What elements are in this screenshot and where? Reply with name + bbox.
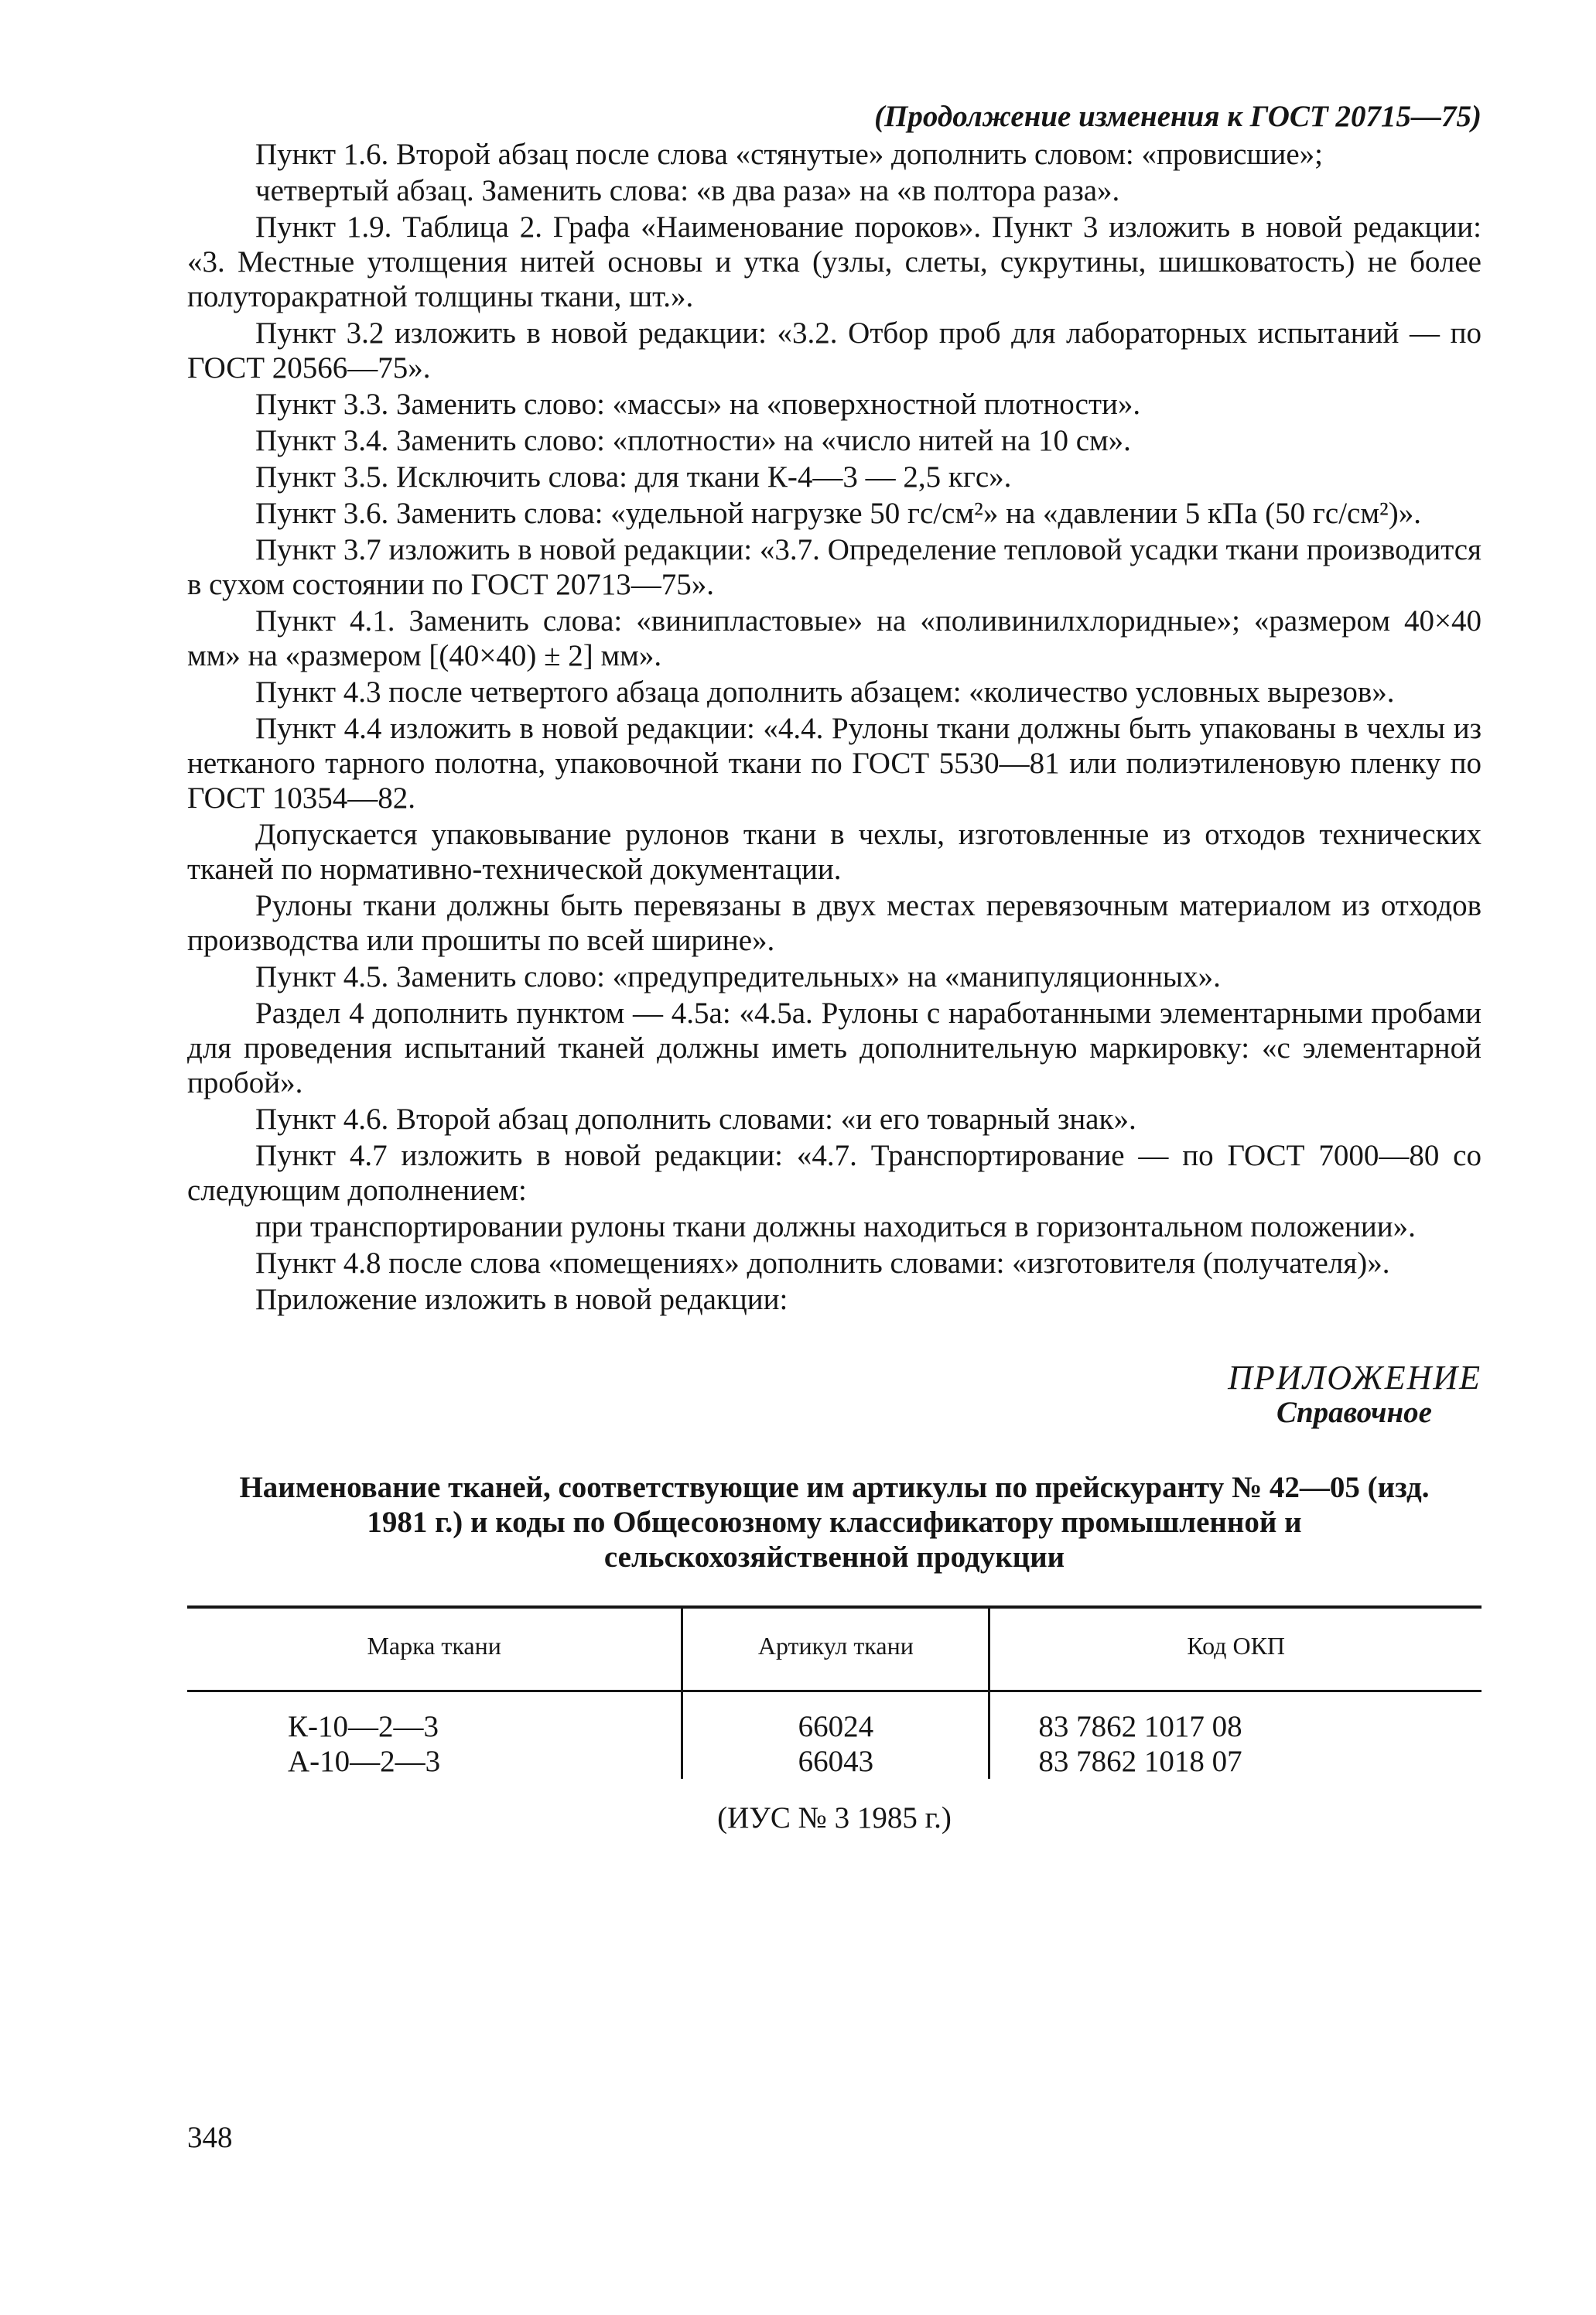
paragraph: Пункт 4.3 после четвертого абзаца дополнить абзацем: «количество условных вырезов». [255, 675, 1395, 709]
source-reference: (ИУС № 3 1985 г.) [717, 1801, 952, 1835]
table-header-row [187, 1607, 1482, 1691]
cell-fabric-grade: К-10—2—3 [288, 1710, 439, 1743]
column-header-article: Артикул ткани [682, 1607, 989, 1691]
cell-article: 66024 [682, 1691, 989, 1745]
paragraph: четвертый абзац. Заменить слова: «в два раза» на «в полтора раза». [255, 174, 1120, 207]
paragraph: Пункт 3.7 изложить в новой редакции: «3.7. Определение тепловой усадки ткани производится в сухом состоянии по ГОСТ 20713—75». [187, 533, 1482, 601]
paragraph: Пункт 3.3. Заменить слово: «массы» на «поверхностной плотности». [255, 388, 1141, 421]
paragraph: Пункт 4.5. Заменить слово: «предупредительных» на «манипуляционных». [255, 960, 1221, 993]
paragraph: Пункт 3.6. Заменить слова: «удельной нагрузке 50 гс/см²» на «давлении 5 кПа (50 гс/см²)». [255, 497, 1421, 530]
amendment-text [187, 137, 1482, 1317]
page-number: 348 [187, 2121, 233, 2154]
appendix-subtitle: Справочное [1276, 1396, 1432, 1429]
cell-article: 66043 [682, 1744, 989, 1779]
paragraph: Пункт 3.5. Исключить слова: для ткани К-4—3 — 2,5 кгс». [255, 460, 1012, 494]
paragraph: при транспортировании рулоны ткани должны находиться в горизонтальном положении». [255, 1210, 1416, 1243]
cell-fabric-grade: А-10—2—3 [288, 1745, 441, 1778]
continuation-header: (Продолжение изменения к ГОСТ 20715—75) [874, 100, 1482, 133]
paragraph: Пункт 4.1. Заменить слова: «винипластовые» на «поливинилхлоридные»; «размером 40×40 мм» на «размером [(40×40) ± 2] мм». [187, 604, 1482, 672]
table-row [187, 1744, 1482, 1779]
cell-okp-code: 83 7862 1017 08 [989, 1691, 1482, 1745]
paragraph: Приложение изложить в новой редакции: [255, 1283, 788, 1316]
paragraph: Допускается упаковывание рулонов ткани в чехлы, изготовленные из отходов технических тканей по нормативно-технической документации. [187, 818, 1482, 886]
paragraph: Пункт 4.4 изложить в новой редакции: «4.4. Рулоны ткани должны быть упакованы в чехлы из нетканого тарного полотна, упаковочной ткани по ГОСТ 5530—81 или полиэтиленовую пленку по ГОСТ 10354—82. [187, 712, 1482, 815]
fabric-table [187, 1605, 1482, 1779]
cell-okp-code: 83 7862 1018 07 [989, 1744, 1482, 1779]
appendix-title: Наименование тканей, соответствующие им артикулы по прейскуранту № 42—05 (изд. 1981 г.) и коды по Общесоюзному классификатору промышленной и сельскохозяйственной продукции [239, 1471, 1430, 1574]
paragraph: Раздел 4 дополнить пунктом — 4.5а: «4.5а. Рулоны с наработанными элементарными пробами для проведения испытаний тканей должны иметь дополнительную маркировку: «с элементарной пробой». [187, 997, 1482, 1099]
paragraph: Пункт 4.7 изложить в новой редакции: «4.7. Транспортирование — по ГОСТ 7000—80 со следующим дополнением: [187, 1139, 1482, 1207]
appendix-label: ПРИЛОЖЕНИЕ [1228, 1359, 1482, 1397]
paragraph: Пункт 1.6. Второй абзац после слова «стянутые» дополнить словом: «провисшие»; [255, 138, 1323, 171]
paragraph: Пункт 1.9. Таблица 2. Графа «Наименование пороков». Пункт 3 изложить в новой редакции: «3. Местные утолщения нитей основы и утка (узлы, слеты, сукрутины, шишковатость) не более полуторакратной толщины ткани, шт.». [187, 210, 1482, 313]
paragraph: Рулоны ткани должны быть перевязаны в двух местах перевязочным материалом из отходов производства или прошиты по всей ширине». [187, 889, 1482, 957]
table-row [187, 1691, 1482, 1745]
paragraph: Пункт 3.2 изложить в новой редакции: «3.2. Отбор проб для лабораторных испытаний — по ГОСТ 20566—75». [187, 316, 1482, 385]
column-header-fabric-grade: Марка ткани [187, 1607, 682, 1691]
paragraph: Пункт 3.4. Заменить слово: «плотности» на «число нитей на 10 см». [255, 424, 1131, 457]
appendix-mark [187, 1360, 1482, 1430]
paragraph: Пункт 4.8 после слова «помещениях» дополнить словами: «изготовителя (получателя)». [255, 1246, 1390, 1280]
paragraph: Пункт 4.6. Второй абзац дополнить словами: «и его товарный знак». [255, 1103, 1136, 1136]
column-header-okp-code: Код ОКП [989, 1607, 1482, 1691]
